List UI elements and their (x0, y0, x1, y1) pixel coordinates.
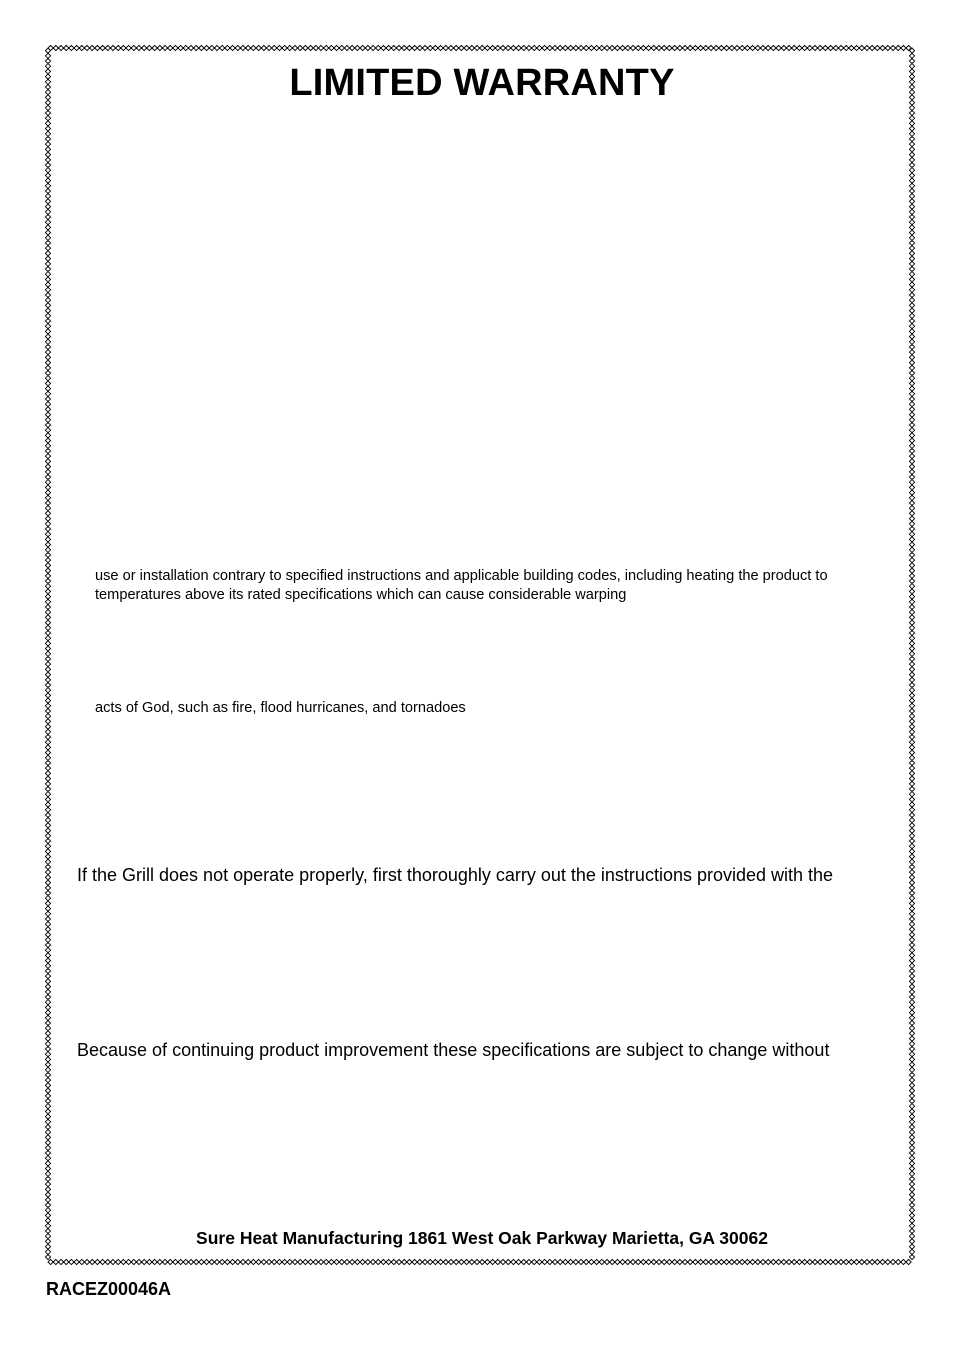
operation-instructions-text: If the Grill does not operate properly, first thoroughly carry out the instructions provided with the (77, 865, 834, 885)
exclusion-installation-text: use or installation contrary to specified instructions and applicable building codes, including heating the product to temperatures above its rated specifications which can cause considerable warping (95, 568, 828, 603)
manufacturer-address: Sure Heat Manufacturing 1861 West Oak Parkway Marietta, GA 30062 (196, 1228, 768, 1248)
document-code: RACEZ00046A (46, 1279, 172, 1299)
page-title: LIMITED WARRANTY (289, 62, 675, 104)
exclusion-acts-of-god-text: acts of God, such as fire, flood hurricanes, and tornadoes (95, 700, 466, 716)
product-improvement-text: Because of continuing product improvement these specifications are subject to change without (77, 1040, 830, 1060)
border-diamond-chain (45, 45, 914, 1264)
